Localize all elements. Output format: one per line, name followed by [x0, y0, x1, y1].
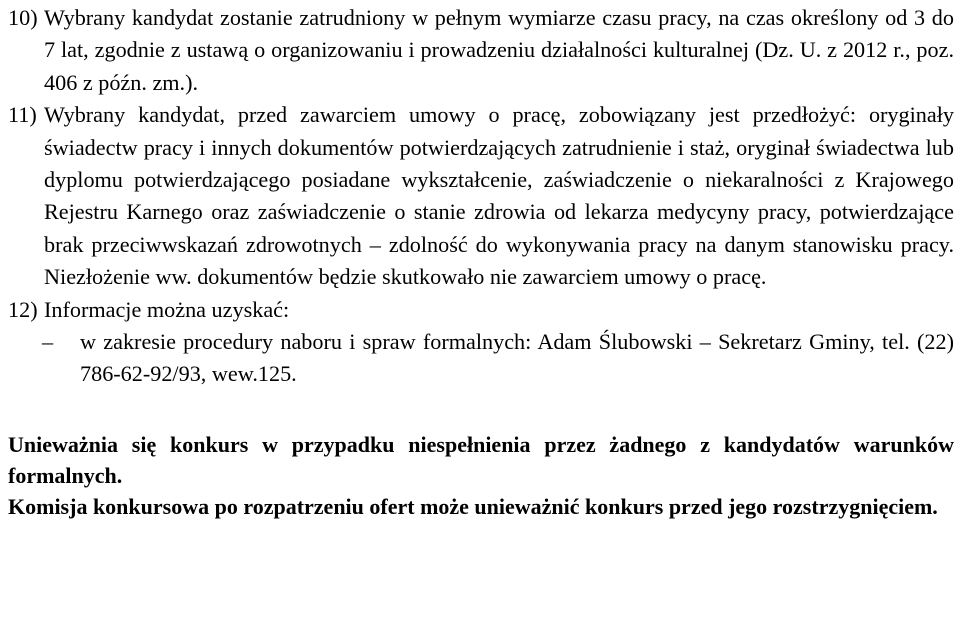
- list-item-10: [8, 2, 954, 99]
- list-item-11: [8, 99, 954, 293]
- notice-commission: Komisja konkursowa po rozpatrzeniu ofert może unieważnić konkurs przed jego rozstrzygnięciem.: [8, 493, 938, 519]
- sub-item-text: w zakresie procedury naboru i spraw formalnych: Adam Ślubowski – Sekretarz Gminy, tel. (22) 786-62-92/93, wew.125.: [80, 329, 954, 387]
- dash-marker: –: [42, 329, 54, 355]
- sub-list-item: [42, 326, 954, 391]
- list-item-12: [8, 294, 954, 326]
- item-text: Wybrany kandydat zostanie zatrudniony w pełnym wymiarze czasu pracy, na czas określony od 3 do 7 lat, zgodnie z ustawą o organizowaniu i prowadzeniu działalności kulturalnej (Dz. U. z 2012 r., poz. 406 z późn. zm.).: [44, 5, 954, 95]
- spacer: [8, 391, 954, 429]
- item-number: 12): [8, 296, 38, 322]
- item-number: 10): [8, 5, 38, 30]
- item-text: Informacje można uzyskać:: [44, 296, 290, 322]
- notice-cancellation: Unieważnia się konkurs w przypadku niespełnienia przez żadnego z kandydatów warunków formalnych.: [8, 431, 954, 488]
- item-text: Wybrany kandydat, przed zawarciem umowy o pracę, zobowiązany jest przedłożyć: oryginały świadectw pracy i innych dokumentów potwierdzających zatrudnienie i staż, oryginał świadectwa lub dyplomu potwierdzającego posiadane wykształcenie, zaświadczenie o niekaralności z Krajowego Rejestru Karnego oraz zaświadczenie o stanie zdrowia od lekarza medycyny pracy, potwierdzające brak przeciwwskazań zdrowotnych – zdolność do wykonywania pracy na danym stanowisku pracy. Niezłożenie ww. dokumentów będzie skutkowało nie zawarciem umowy o pracę.: [44, 102, 954, 290]
- item-number: 11): [8, 102, 37, 128]
